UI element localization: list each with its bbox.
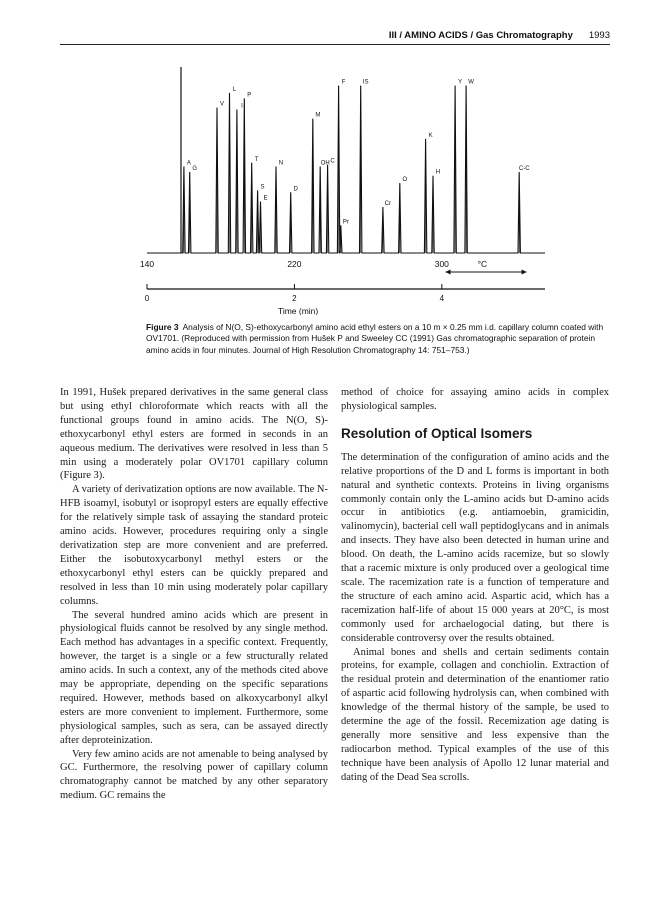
peak-label: Cr: [384, 201, 392, 207]
peak-label: OH: [320, 160, 330, 167]
peak-label: V: [220, 101, 225, 108]
temperature-label: 140: [139, 259, 155, 269]
peak-label: IS: [362, 79, 369, 86]
peak-label: S: [260, 184, 265, 191]
running-header: [60, 30, 610, 45]
arrowhead-right: [522, 270, 527, 275]
peak-label: F: [341, 79, 346, 86]
peak-label: O: [402, 177, 408, 184]
figure-caption: [146, 322, 610, 356]
peak-label: K: [428, 132, 433, 139]
peak-label: C-C: [518, 166, 530, 173]
peak-label: H: [435, 169, 441, 176]
body-paragraph: The determination of the configuration of amino acids and the relative proportions of the D and L forms is important in both natural and synthetic contexts. Proteins in living organisms commonly contain only the L-amino acids but D-amino acids occur in antibiotics (e.g. antiamoebin, gramicidin, valinomycin), bacterial cell wall peptidoglycans and in animals and insects. They have also been detected in human urine and blood. On death, the L-amino acids racemize, but so slowly that a racemic mixture is only produced over a geological time scale. The racemization rate is a function of temperature and the structure of each amino acid. Aspartic acid, which has a racemization half-life of about 15 000 years at 20°C, is most commonly used for archaelogocial dating, but there is considerable controversy over the results obtained.: [341, 451, 609, 644]
peak-label: N: [278, 160, 284, 167]
figure-label: Figure 3: [146, 322, 179, 332]
temperature-label: 300: [434, 259, 449, 269]
body-paragraph: The several hundred amino acids which are present in physiological fluids cannot be resolved by any single method. Each method has advantages in a specific context. Frequently, however, the target is a single or a few structurally related amino acids. In such a context, any of the methods cited above may be appropriate, depending on the specific separations required. However, methods based on alkoxycarbonyl alkyl esters are more convenient to implement. Furthermore, some physiological samples, such as sera, can be assayed directly after deproteinization.: [60, 609, 328, 746]
temperature-unit: °C: [477, 259, 488, 269]
time-tick-label: 2: [292, 294, 297, 303]
temperature-label: 220: [287, 259, 302, 269]
page-number: 1993: [588, 30, 610, 41]
body-paragraph: In 1991, Hušek prepared derivatives in the same general class but using ethyl chloroformate which reacts with all the functional groups found in amino acids. The N(O, S)-ethoxycarbonyl ethyl esters are formed in seconds in an aqueous medium. The derivatives were resolved in less than 5 min using a moderately polar OV1701 capillary column (Figure 3).: [60, 387, 328, 482]
peak-label: I: [241, 103, 243, 110]
peak-label: Y: [458, 79, 463, 86]
peak-label: Pr: [342, 219, 349, 226]
figure-caption-text: Analysis of N(O, S)-ethoxycarbonyl amino acid ethyl esters on a 10 m × 0.25 mm i.d. capillary column coated with OV1701. (Reproduced with permission from Hušek P and Sweeley CC (1991) Gas chromatographic separation of protein amino acids in four minutes. Journal of High Resolution Chromatography 14: 751–753.): [146, 322, 604, 355]
left-column: [60, 386, 328, 803]
peak-label: C: [330, 158, 335, 165]
peak-label: M: [315, 112, 321, 119]
peak-label: W: [468, 79, 474, 86]
chromatogram-trace: [147, 86, 545, 253]
running-title: III / AMINO ACIDS / Gas Chromatography: [388, 30, 573, 41]
right-column: [341, 386, 609, 785]
peak-label: L: [232, 86, 237, 93]
peak-label: P: [247, 92, 252, 99]
peak-label: G: [192, 166, 198, 173]
body-paragraph: Very few amino acids are not amenable to being analysed by GC. Furthermore, the resolving power of capillary column chromatography cannot be matched by any other separatory medium. GC remains the: [60, 748, 328, 802]
peak-label: T: [254, 156, 259, 163]
body-paragraph: method of choice for assaying amino acids in complex physiological samples.: [341, 387, 609, 412]
chromatogram-figure: [120, 55, 550, 315]
peak-label: D: [293, 186, 298, 193]
section-heading: Resolution of Optical Isomers: [341, 425, 533, 441]
time-axis-label: Time (min): [277, 306, 319, 315]
time-tick-label: 0: [144, 294, 150, 303]
body-paragraph: Animal bones and shells and certain sediments contain proteins, for example, collagen and conchiolin. Extraction of the residual protein and determination of the enantiomer ratio of aspartic acid following hydrolysis can, when combined with knowledge of the thermal history of the sample, be used to determine the age of the fossil. Recemization age dating is generally more sensitive and less expensive than the radiocarbon method. Typical examples of the use of this technique have been analysis of Apollo 12 lunar material and dating of the Dead Sea scrolls.: [341, 646, 609, 783]
body-paragraph: A variety of derivatization options are now available. The N-HFB isoamyl, isobutyl or isopropyl esters are equally effective for the relatively simple task of assaying the standard proteic amino acids. However, procedures requiring only a single derivatization step are more convenient and are preferred. Either the isobutoxycarbonyl methyl esters or the ethoxycarbonyl ethyl esters can be quickly prepared and resolved in less than 10 min using moderately polar capillary columns.: [60, 484, 328, 607]
peak-label: A: [186, 160, 191, 167]
peak-label: E: [263, 195, 268, 202]
arrowhead-left: [446, 270, 451, 275]
time-tick-label: 4: [439, 294, 445, 303]
